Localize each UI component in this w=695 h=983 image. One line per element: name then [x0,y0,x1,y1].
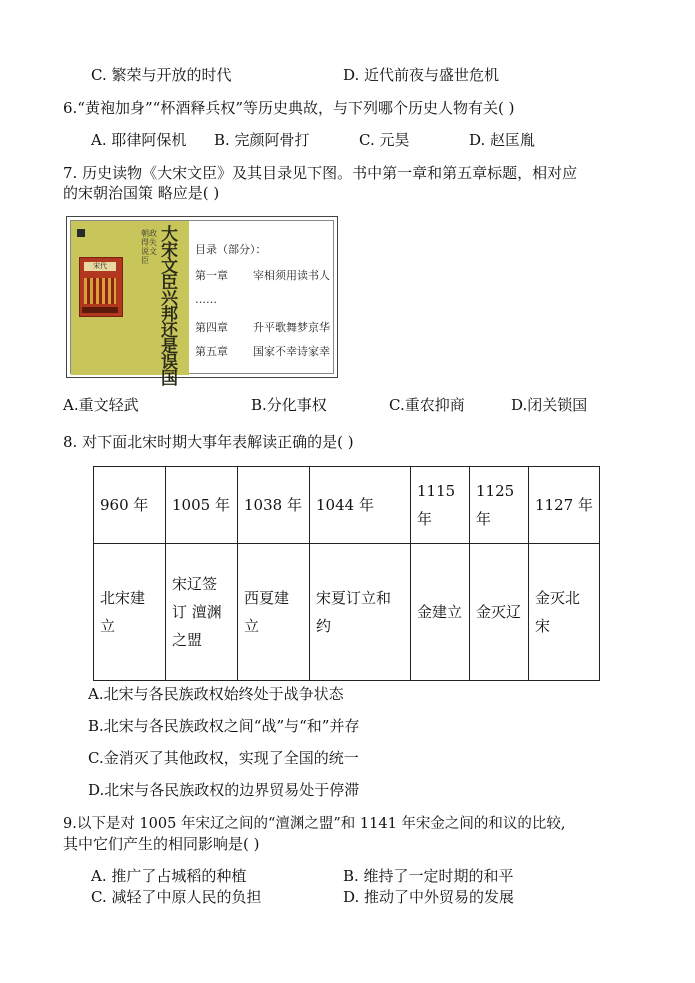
q6-option-d: D. 赵匡胤 [469,131,536,149]
q7-option-b: B.分化事权 [251,396,327,414]
toc-chapter-name: 国家不幸诗家幸 [253,345,330,358]
q7-stem-line2: 的宋朝治国策 略应是( ) [63,184,220,202]
q7-option-d: D.闭关锁国 [511,396,588,414]
q9-stem-line2: 其中它们产生的相同影响是( ) [63,835,260,853]
table-row-events [94,544,600,681]
table-cell-event: 金灭辽 [470,544,529,681]
q9-option-b: B. 维持了一定时期的和平 [343,867,514,885]
table-cell-year: 960 年 [94,467,166,544]
q8-option-a: A.北宋与各民族政权始终处于战争状态 [88,685,344,703]
q6-option-a: A. 耶律阿保机 [91,131,187,149]
q6-option-b: B. 完颜阿骨打 [214,131,310,149]
table-cell-event: 北宋建立 [94,544,166,681]
q5-option-d: D. 近代前夜与盛世危机 [343,66,500,84]
illustration-band [84,278,116,304]
table-cell-year: 1115 年 [411,467,470,544]
table-cell-year: 1127 年 [529,467,600,544]
table-cell-event: 宋夏订立和约 [310,544,411,681]
q9-option-d: D. 推动了中外贸易的发展 [343,888,515,906]
illustration-base [82,307,118,313]
q6-stem: 6.“黄袍加身”“杯酒释兵权”等历史典故，与下列哪个历史人物有关( ) [63,99,515,117]
q7-option-c: C.重农抑商 [389,396,465,414]
publisher-logo-icon [77,229,85,237]
q9-option-c: C. 减轻了中原人民的负担 [91,888,262,906]
timeline-table [93,466,600,681]
toc-chapter: 第五章 [195,345,228,358]
cover-title: 大宋文臣兴邦还是误国 [161,225,178,389]
toc-chapter: 第四章 [195,321,228,334]
table-cell-year: 1044 年 [310,467,411,544]
q8-option-b: B.北宋与各民族政权之间“战”与“和”并存 [88,717,360,735]
cover-tag: 宋代 [84,262,116,271]
q8-option-d: D.北宋与各民族政权的边界贸易处于停滞 [88,781,360,799]
book-cover [71,221,189,389]
q8-option-c: C.金消灭了其他政权，实现了全国的统一 [88,749,359,767]
table-cell-event: 宋辽签订 澶渊之盟 [166,544,238,681]
table-cell-event: 金建立 [411,544,470,681]
q7-figure [66,216,338,389]
cover-subtitle: 朝政得失说文臣 [141,229,157,265]
q6-option-c: C. 元昊 [359,131,410,149]
toc-chapter-name: 宰相须用读书人 [253,269,330,282]
table-cell-year: 1005 年 [166,467,238,544]
figure-frame [70,220,334,389]
table-cell-event: 西夏建立 [238,544,310,681]
table-cell-year: 1125 年 [470,467,529,544]
toc-chapter-name: 升平歌舞梦京华 [253,321,330,334]
q8-stem: 8. 对下面北宋时期大事年表解读正确的是( ) [63,433,354,451]
table-row-years [94,467,600,544]
q9-option-a: A. 推广了占城稻的种植 [91,867,247,885]
q7-stem-line1: 7. 历史读物《大宋文臣》及其目录见下图。书中第一章和第五章标题，相对应 [63,164,578,182]
cover-illustration [79,257,123,317]
table-cell-event: 金灭北宋 [529,544,600,681]
q5-option-c: C. 繁荣与开放的时代 [91,66,232,84]
q9-stem-line1: 9.以下是对 1005 年宋辽之间的“澶渊之盟”和 1141 年宋金之间的和议的比较, [63,816,566,832]
toc-chapter: 第一章 [195,269,228,282]
toc-chapter: …… [195,293,217,306]
table-cell-year: 1038 年 [238,467,310,544]
q7-option-a: A.重文轻武 [63,396,139,414]
toc-title: 目录（部分）： [195,243,267,256]
